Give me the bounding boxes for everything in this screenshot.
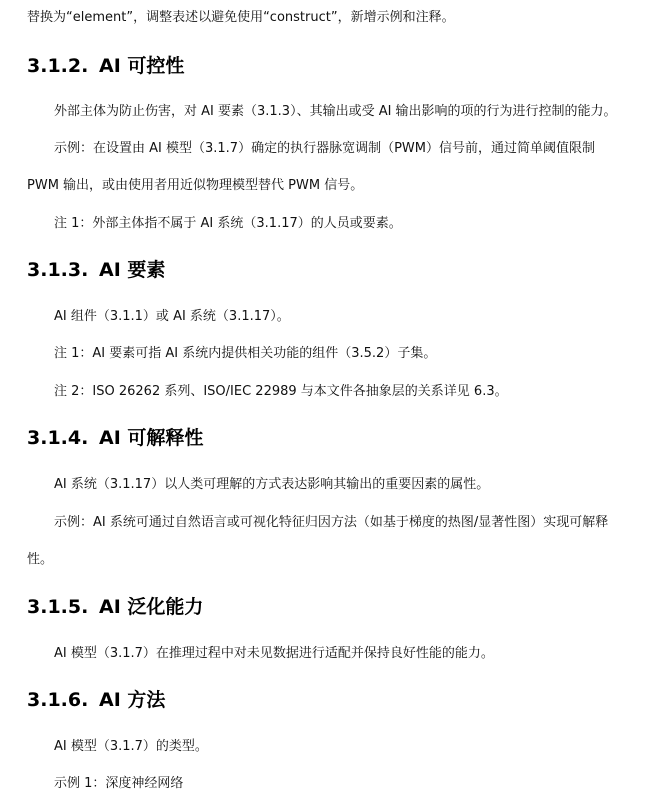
definition-text: AI 组件（3.1.1）或 AI 系统（3.1.17）。 [54,309,290,324]
heading-3-1-3 [27,258,165,282]
heading-title: AI 泛化能力 [99,596,204,618]
definition-text: AI 系统（3.1.17）以人类可理解的方式表达影响其输出的重要因素的属性。 [54,477,490,492]
example-text-continued: PWM 输出，或由使用者用近似物理模型替代 PWM 信号。 [27,178,364,193]
definition-text: AI 模型（3.1.7）的类型。 [54,739,208,754]
heading-3-1-6 [27,688,165,712]
heading-title: AI 可解释性 [99,427,204,449]
heading-number: 3.1.2. [27,55,89,77]
note-text: 注 1：外部主体指不属于 AI 系统（3.1.17）的人员或要素。 [54,216,402,231]
heading-3-1-2 [27,54,184,78]
heading-number: 3.1.3. [27,259,89,281]
heading-title: AI 要素 [99,259,166,281]
example-text: 示例 1：深度神经网络 [54,776,184,791]
example-text-continued: 性。 [27,552,54,567]
heading-number: 3.1.4. [27,427,89,449]
heading-number: 3.1.5. [27,596,89,618]
definition-text: AI 模型（3.1.7）在推理过程中对未见数据进行适配并保持良好性能的能力。 [54,646,494,661]
heading-3-1-5 [27,595,203,619]
heading-3-1-4 [27,426,203,450]
note-text: 注 1：AI 要素可指 AI 系统内提供相关功能的组件（3.5.2）子集。 [54,346,437,361]
definition-text: 外部主体为防止伤害，对 AI 要素（3.1.3）、其输出或受 AI 输出影响的项的行为进行控制的能力。 [54,104,617,119]
heading-number: 3.1.6. [27,689,89,711]
heading-title: AI 可控性 [99,55,185,77]
example-text: 示例：在设置由 AI 模型（3.1.7）确定的执行器脉宽调制（PWM）信号前，通过简单阈值限制 [54,141,595,156]
heading-title: AI 方法 [99,689,166,711]
example-text: 示例：AI 系统可通过自然语言或可视化特征归因方法（如基于梯度的热图/显著性图）实现可解释 [54,515,609,530]
note-text: 注 2：ISO 26262 系列、ISO/IEC 22989 与本文件各抽象层的关系详见 6.3。 [54,384,508,399]
intro-text: 替换为“element”，调整表述以避免使用“construct”，新增示例和注释。 [27,10,455,25]
